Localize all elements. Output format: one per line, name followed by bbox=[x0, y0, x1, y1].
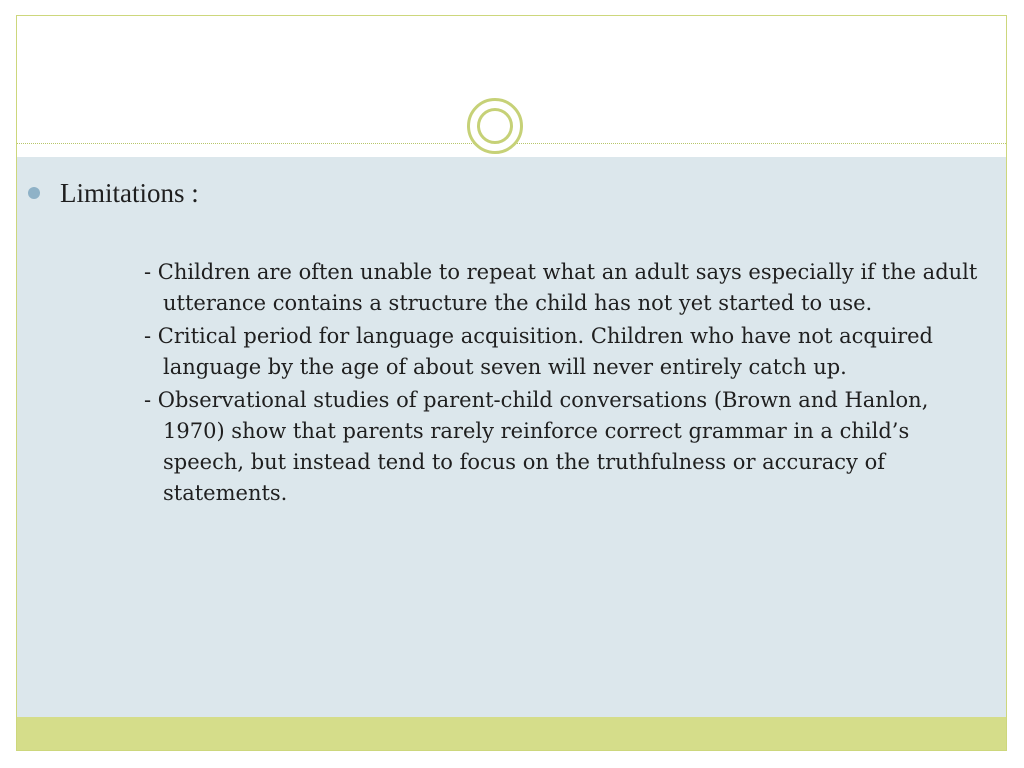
limitations-heading: Limitations : bbox=[60, 178, 199, 208]
footer-band bbox=[17, 717, 1006, 750]
ornament-inner-ring bbox=[477, 108, 513, 144]
double-circle-ornament-icon bbox=[467, 98, 523, 154]
round-bullet-icon bbox=[28, 187, 40, 199]
limitation-point: - Children are often unable to repeat what an adult says especially if the adult utterance contains a structure the child has not yet started to use. bbox=[144, 260, 978, 315]
limitations-list bbox=[144, 257, 984, 511]
bullet-item bbox=[28, 175, 199, 211]
limitation-point: - Observational studies of parent-child conversations (Brown and Hanlon, 1970) show that parents rarely reinforce correct grammar in a child’s speech, but instead tend to focus on the truthfulness or accuracy of statements. bbox=[144, 388, 929, 505]
limitation-point: - Critical period for language acquisition. Children who have not acquired language by the age of about seven will never entirely catch up. bbox=[144, 324, 933, 379]
